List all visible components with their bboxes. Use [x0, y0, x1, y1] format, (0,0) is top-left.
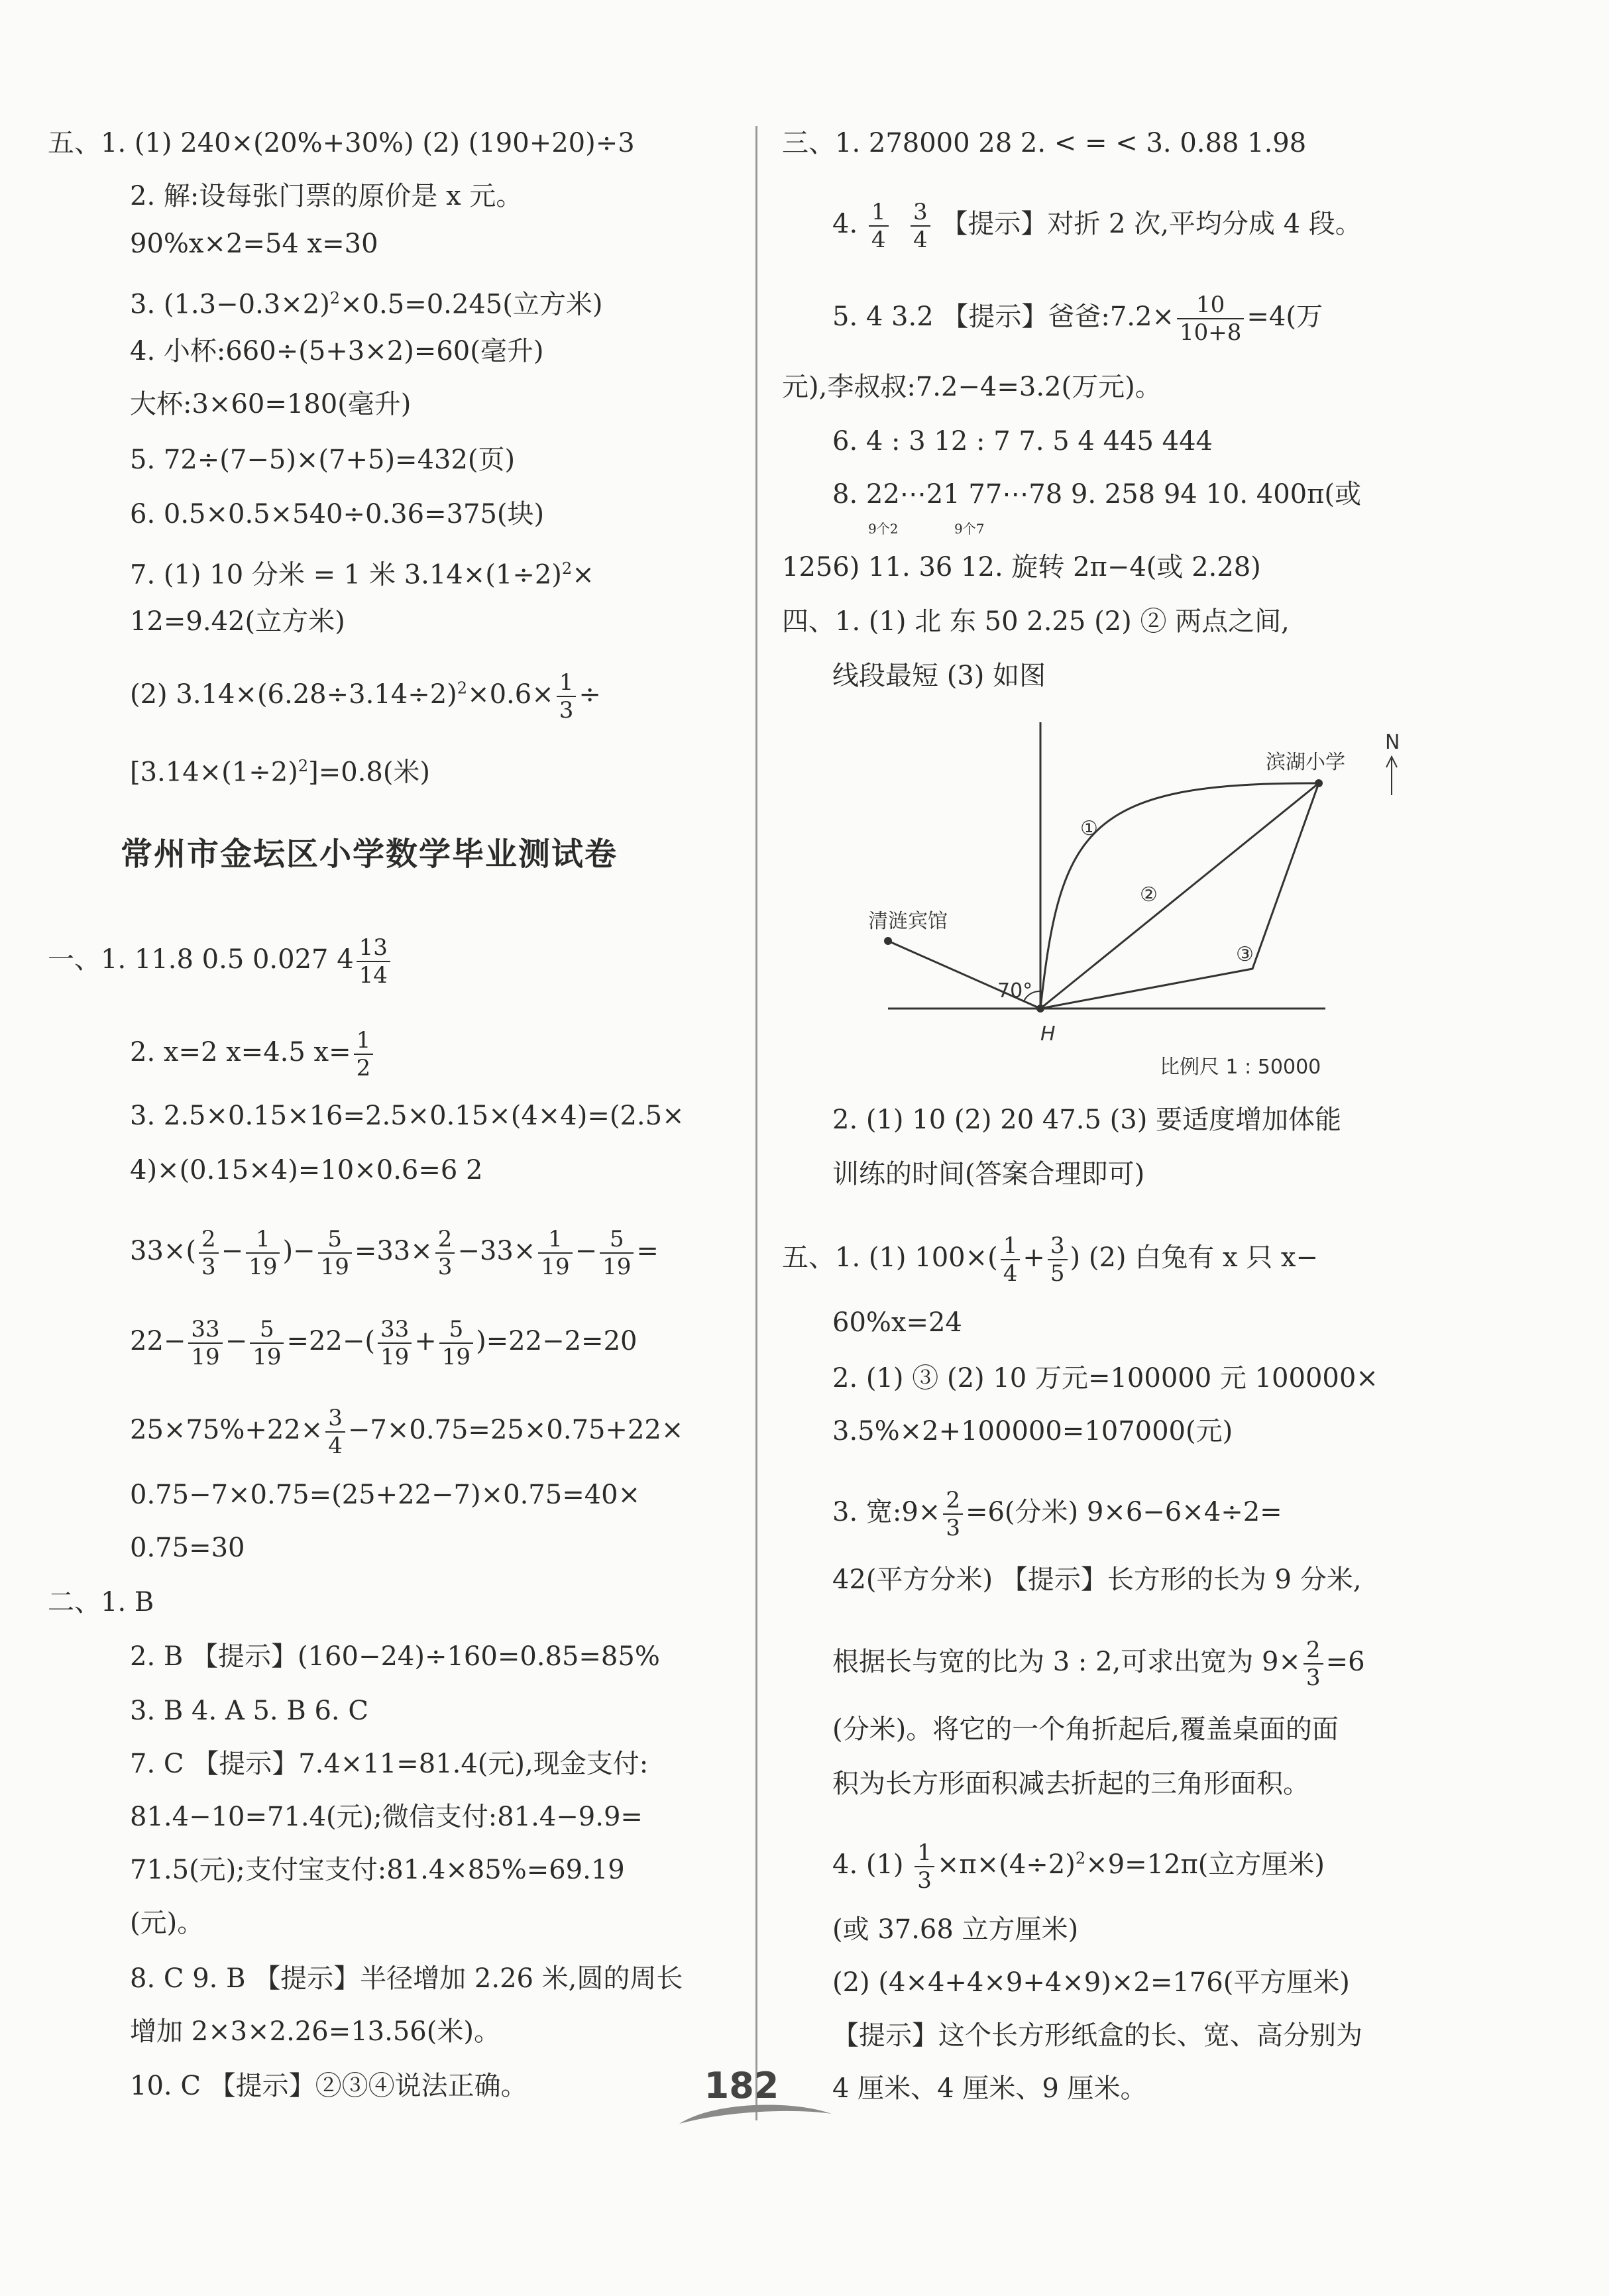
left-wu-11: (2) $3.14\times(6.28\div 3.14\div 2)^2\times 0.6\times$ $\frac{1}{3}$ ÷ [130, 669, 601, 724]
left-wu-1: 五、1. (1) 240×(20%+30%) (2) (190+20)÷3 [48, 128, 635, 158]
left-yi-9: 0.75=30 [130, 1533, 245, 1563]
right-wu-8: (分米)。将它的一个角折起后,覆盖桌面的面 [832, 1714, 1339, 1745]
page-number: 182 [704, 2065, 779, 2106]
left-er-6: 71.5(元);支付宝支付:81.4×85%=69.19 [130, 1855, 625, 1885]
column-divider [755, 126, 757, 2120]
label-school: 滨湖小学 [1266, 751, 1345, 774]
left-wu-3: 90%x×2=54 x=30 [130, 229, 378, 259]
left-wu-6: 大杯:3×60=180(毫升) [130, 389, 412, 419]
right-wu-10: 4. (1) $\frac{1}{3}$ $\times\pi\times(4\div 2)^2\times 9=12\pi$(立方厘米) [832, 1839, 1325, 1894]
point-hotel [884, 937, 892, 945]
section-title: 常州市金坛区小学数学毕业测试卷 [121, 836, 618, 873]
right-wu-2: 60%x=24 [832, 1307, 962, 1338]
right-wu-7: 根据长与宽的比为 3 : 2,可求出宽为 9× $\frac{2}{3}$ =6 [832, 1637, 1365, 1691]
right-si-4: 训练的时间(答案合理即可) [832, 1159, 1145, 1189]
left-er-4: 7. C 【提示】7.4×11=81.4(元),现金支付: [130, 1749, 649, 1779]
left-yi-4: 4)×(0.15×4)=10×0.6=6 2 [130, 1155, 483, 1185]
left-er-3: 3. B 4. A 5. B 6. C [130, 1696, 368, 1726]
left-yi-2: 2. x=2 x=4.5 x= $\frac{1}{2}$ [130, 1027, 376, 1081]
point-h [1036, 1005, 1044, 1012]
left-er-5: 81.4−10=71.4(元);微信支付:81.4−9.9= [130, 1802, 643, 1832]
right-wu-5: 3. 宽:9× $\frac{2}{3}$ =6(分米) 9×6−6×4÷2= [832, 1487, 1282, 1541]
right-san-5: 6. 4 : 3 12 : 7 7. 5 4 445 444 [832, 426, 1213, 457]
label-route-2: ② [1140, 883, 1158, 906]
label-scale: 比例尺 1 : 50000 [1160, 1056, 1321, 1079]
fraction: $\frac{1}{3}$ [557, 669, 577, 724]
right-san-3: 5. 4 3.2 【提示】爸爸:7.2× $\frac{10}{10+8}$ =4(万 [832, 292, 1323, 346]
right-wu-11: (或 37.68 立方厘米) [832, 1914, 1079, 1945]
point-school [1315, 779, 1323, 787]
label-h: H [1040, 1022, 1056, 1046]
label-hotel: 清涟宾馆 [868, 910, 948, 933]
left-yi-8: 0.75−7×0.75=(25+22−7)×0.75=40× [130, 1480, 641, 1510]
right-si-1: 四、1. (1) 北 东 50 2.25 (2) ② 两点之间, [782, 606, 1290, 637]
right-san-4: 元),李叔叔:7.2−4=3.2(万元)。 [782, 372, 1162, 402]
right-wu-9: 积为长方形面积减去折起的三角形面积。 [832, 1769, 1309, 1799]
left-er-9: 增加 2×3×2.26=13.56(米)。 [130, 2016, 500, 2047]
right-san-1: 三、1. 278000 28 2. < = < 3. 0.88 1.98 [782, 128, 1307, 158]
left-yi-5: 33×( $\frac{2}{3}$ − $\frac{1}{19}$ )− $\frac{5}{19}$ =33× $\frac{2}{3}$ −33× $\frac{1}{19}$ − $\frac{5}{19}$ = [130, 1226, 659, 1280]
left-er-8: 8. C 9. B 【提示】半径增加 2.26 米,圆的周长 [130, 1963, 683, 1994]
left-wu-8: 6. 0.5×0.5×540÷0.36=375(块) [130, 499, 545, 529]
right-wu-4: 3.5%×2+100000=107000(元) [832, 1416, 1233, 1447]
left-er-1: 二、1. B [48, 1587, 154, 1617]
brace-label-9x7: 9个7 [954, 521, 985, 537]
left-wu-4: 3. $(1.3-0.3\times 2)^2\times 0.5=0.245$(立方米) [130, 289, 603, 320]
fraction: $\frac{13}{14}$ [357, 934, 390, 989]
left-wu-9: 7. (1) 10 分米 = 1 米 $3.14\times(1\div 2)^2\times$ [130, 559, 594, 590]
right-wu-1: 五、1. (1) 100×( $\frac{1}{4}$ + $\frac{3}{5}$ ) (2) 白兔有 x 只 x− [782, 1232, 1319, 1287]
left-yi-6: 22− $\frac{33}{19}$ − $\frac{5}{19}$ =22−( $\frac{33}{19}$ + $\frac{5}{19}$ )=22−2=20 [130, 1316, 638, 1370]
left-er-7: (元)。 [130, 1908, 204, 1938]
right-wu-13: 【提示】这个长方形纸盒的长、宽、高分别为 [832, 2020, 1362, 2051]
left-wu-10: 12=9.42(立方米) [130, 606, 345, 637]
label-route-1: ① [1080, 817, 1098, 840]
left-wu-2: 2. 解:设每张门票的原价是 x 元。 [130, 181, 523, 211]
left-er-2: 2. B 【提示】(160−24)÷160=0.85=85% [130, 1641, 660, 1672]
right-wu-6: 42(平方分米) 【提示】长方形的长为 9 分米, [832, 1564, 1362, 1595]
brace-label-9x2: 9个2 [868, 521, 899, 537]
left-er-10: 10. C 【提示】②③④说法正确。 [130, 2071, 527, 2101]
right-si-2: 线段最短 (3) 如图 [832, 661, 1046, 691]
left-yi-3: 3. 2.5×0.15×16=2.5×0.15×(4×4)=(2.5× [130, 1101, 685, 1131]
label-route-3: ③ [1236, 943, 1254, 966]
right-si-3: 2. (1) 10 (2) 20 47.5 (3) 要适度增加体能 [832, 1105, 1342, 1135]
map-diagram [861, 709, 1418, 1093]
right-san-2: 4. $\frac{1}{4}$ $\frac{3}{4}$ 【提示】对折 2 次,平均分成 4 段。 [832, 199, 1362, 253]
left-wu-5: 4. 小杯:660÷(5+3×2)=60(毫升) [130, 336, 544, 366]
label-north: N [1385, 731, 1400, 754]
left-wu-7: 5. 72÷(7−5)×(7+5)=432(页) [130, 445, 516, 475]
right-wu-14: 4 厘米、4 厘米、9 厘米。 [832, 2073, 1147, 2104]
right-san-7: 1256) 11. 36 12. 旋转 2π−4(或 2.28) [782, 552, 1261, 582]
left-yi-1: 一、1. 11.8 0.5 0.027 4 $\frac{13}{14}$ [48, 934, 393, 989]
label-angle: 70° [997, 979, 1033, 1003]
right-wu-12: (2) (4×4+4×9+4×9)×2=176(平方厘米) [832, 1967, 1350, 1998]
right-san-6: 8. 22⋯21 77⋯78 9. 258 94 10. 400π(或 [832, 479, 1362, 510]
fraction: $\frac{1}{2}$ [354, 1027, 374, 1081]
right-wu-3: 2. (1) ③ (2) 10 万元=100000 元 100000× [832, 1363, 1378, 1394]
left-wu-12: $[3.14\times(1\div 2)^2]=0.8$(米) [130, 757, 431, 788]
left-yi-7: 25×75%+22× $\frac{3}{4}$ −7×0.75=25×0.75+22× [130, 1405, 684, 1459]
